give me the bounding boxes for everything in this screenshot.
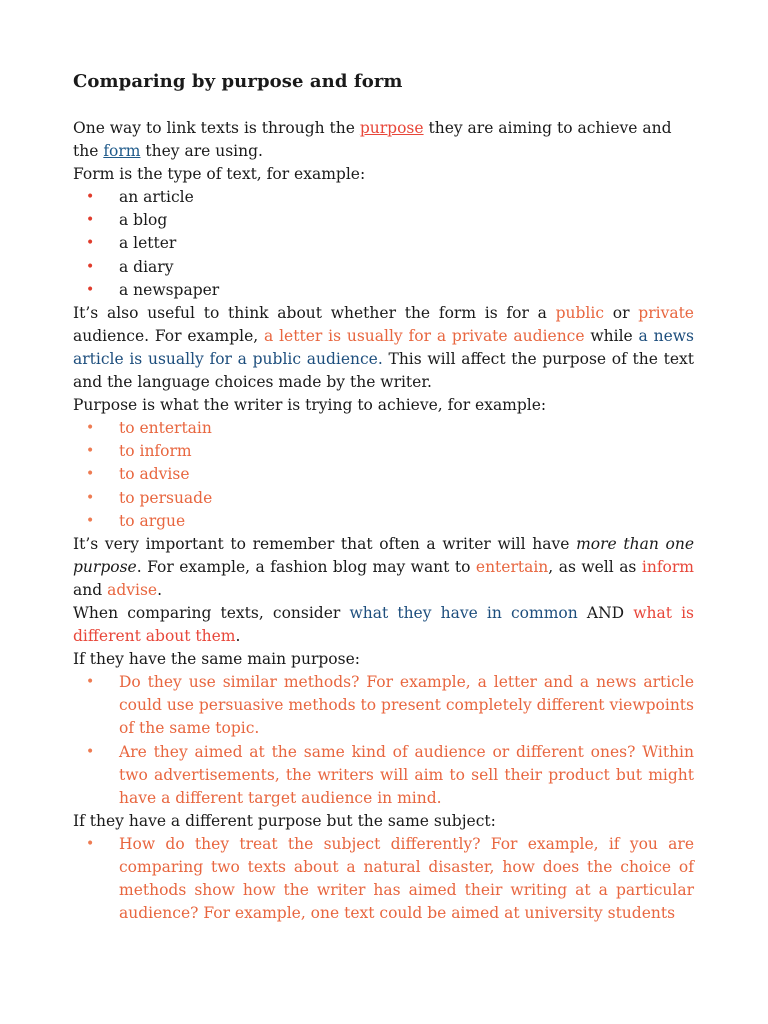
form-examples-list (73, 186, 694, 301)
form-link[interactable]: form (103, 142, 141, 161)
public-term: public (555, 303, 605, 322)
inform-term: inform (641, 557, 694, 576)
form-definition: Form is the type of text, for example: (73, 165, 366, 184)
list-item: • a letter (73, 232, 694, 255)
intro-paragraph (73, 117, 694, 163)
audience-paragraph (73, 302, 694, 394)
bullet-text: Do they use similar (119, 673, 284, 692)
list-item: • an article (73, 186, 694, 209)
list-item (73, 741, 694, 810)
news-public-note: a news article is usually for a public audience. (73, 326, 694, 368)
multi-text-4: and (73, 580, 108, 599)
same-purpose-heading: If they have the same main purpose: (73, 650, 360, 669)
bullet-text: How do they treat the (119, 834, 324, 853)
purpose-link[interactable]: purpose (359, 119, 424, 137)
list-item (73, 833, 694, 925)
letter-private-note: a letter is usually for a private audience (264, 326, 585, 345)
multi-text-2: . For example, a fashion blog may want to (136, 557, 476, 576)
purpose-definition: Purpose is what the writer is trying to achieve, for example: (73, 396, 547, 415)
list-item (73, 671, 694, 740)
private-term: private (638, 303, 694, 322)
audience-text-2: or (604, 303, 639, 322)
multiple-purpose-paragraph (73, 533, 694, 602)
intro-text-2: they are aiming to achieve and the (73, 119, 672, 161)
list-item: • a blog (73, 209, 694, 232)
compare-text-2: AND (577, 603, 634, 622)
comparing-paragraph (73, 602, 694, 648)
different-purpose-heading: If they have a different purpose but the same subject: (73, 811, 496, 830)
methods-term: methods (283, 673, 352, 692)
multi-text-3: , as well as (548, 557, 642, 576)
list-item: • to argue (73, 510, 694, 533)
bullet-text: or different ones? Within two advertisements, the writers will aim to sell their product but might have a different target audience in mind. (119, 742, 694, 807)
compare-text-3: . (235, 627, 241, 646)
list-item: • to persuade (73, 487, 694, 510)
audience-text-4: while (584, 326, 639, 345)
document-body (73, 117, 694, 925)
bullet-text: ? For example, a letter and a news article could use persuasive methods to present completely different viewpoints of the same topic. (119, 673, 694, 738)
in-common-phrase: what they have in common (349, 603, 578, 622)
list-item: • a diary (73, 256, 694, 279)
compare-text-1: When comparing texts, consider (73, 603, 350, 622)
bullet-text: Are they aimed at the same kind of (119, 742, 415, 761)
purpose-examples-list (73, 417, 694, 532)
intro-text-1: One way to link texts is through the (73, 119, 360, 137)
same-purpose-list (73, 671, 694, 810)
multi-text-1: It’s very important to remember that often a writer will have (73, 534, 577, 553)
bullet-text: differently? For example, if you are comparing two texts about a natural disaster, how does the choice of methods show how the writer has aimed their writing at a particular audience? For example, one text could be aimed at university students (119, 834, 694, 923)
advise-term: advise (107, 580, 158, 599)
audience-text-5: This will affect the purpose of the text and the language choices made by the writer. (73, 349, 694, 392)
list-item: • to inform (73, 440, 694, 463)
more-than-one-purpose-emphasis: more than one purpose (73, 534, 694, 576)
different-phrase: what is different about them (73, 603, 694, 646)
multi-text-5: . (157, 580, 163, 599)
page-title: Comparing by purpose and form (73, 71, 403, 92)
audience-term: audience (414, 742, 486, 761)
different-purpose-list (73, 833, 694, 925)
list-item: • a newspaper (73, 279, 694, 302)
list-item: • to advise (73, 463, 694, 486)
entertain-term: entertain (475, 557, 549, 576)
audience-text-3: audience. For example, (73, 326, 265, 345)
intro-text-3: they are using. (140, 142, 263, 161)
list-item: • to entertain (73, 417, 694, 440)
audience-text-1: It’s also useful to think about whether the form is for a (73, 303, 556, 322)
subject-term: subject (323, 834, 381, 853)
